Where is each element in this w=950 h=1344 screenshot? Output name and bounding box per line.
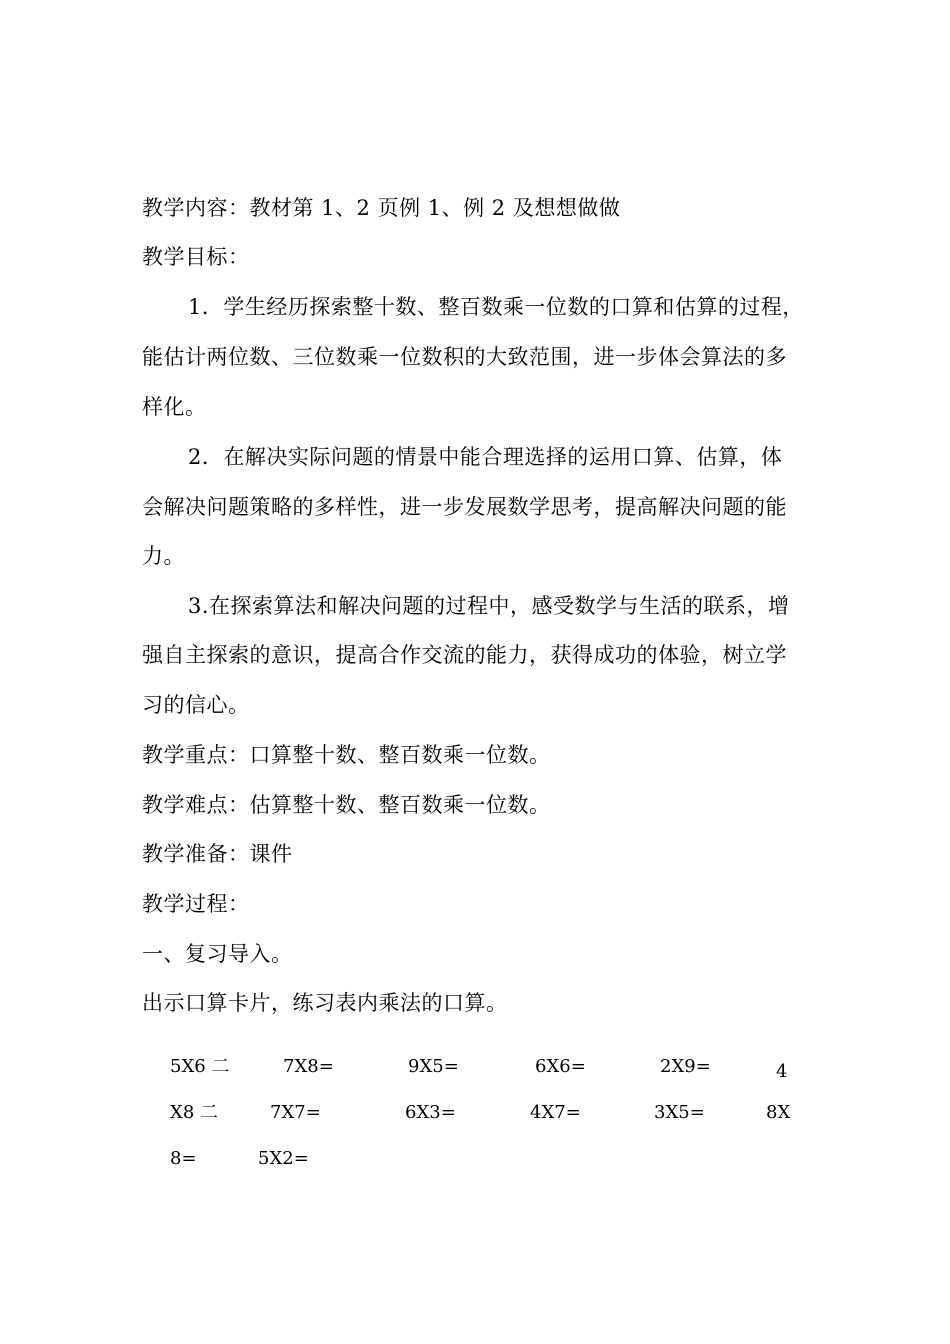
objective-2-line-3: 力。 (142, 544, 185, 568)
difficulty: 教学难点：估算整十数、整百数乘一位数。 (142, 793, 551, 817)
objective-2-line-2: 会解决问题策略的多样性，进一步发展数学思考，提高解决问题的能 (142, 495, 787, 519)
card-item: 2X9= (660, 1056, 711, 1077)
card-item: 8= (170, 1148, 197, 1169)
card-item: 5X2= (258, 1148, 309, 1169)
card-item: 4X7= (530, 1102, 581, 1123)
objectives-heading: 教学目标： (142, 245, 250, 269)
card-item: X8 二 (170, 1102, 218, 1123)
card-item: 7X7= (270, 1102, 321, 1123)
card-item: 5X6 二 (170, 1056, 230, 1077)
card-item: 9X5= (408, 1056, 459, 1077)
key-point: 教学重点：口算整十数、整百数乘一位数。 (142, 743, 551, 767)
objective-2-line-1: 2．在解决实际问题的情景中能合理选择的运用口算、估算，体 (188, 445, 783, 469)
card-item: 6X6= (535, 1056, 586, 1077)
objective-3-line-3: 习的信心。 (142, 693, 250, 717)
section-1-heading: 一、复习导入。 (142, 942, 293, 966)
objective-3-line-1: 3.在探索算法和解决问题的过程中，感受数学与生活的联系，增 (188, 594, 790, 618)
card-item: 7X8= (283, 1056, 334, 1077)
card-item: 4 (776, 1061, 788, 1082)
preparation: 教学准备：课件 (142, 842, 293, 866)
card-item: 3X5= (654, 1102, 705, 1123)
objective-1-line-2: 能估计两位数、三位数乘一位数积的大致范围，进一步体会算法的多 (142, 345, 787, 369)
activity-description: 出示口算卡片，练习表内乘法的口算。 (142, 991, 508, 1015)
card-item: 8X (766, 1102, 791, 1123)
objective-1-line-1: 1．学生经历探索整十数、整百数乘一位数的口算和估算的过程， (188, 295, 804, 319)
teaching-content: 教学内容：教材第 1、2 页例 1、例 2 及想想做做 (142, 196, 621, 220)
objective-3-line-2: 强自主探索的意识，提高合作交流的能力，获得成功的体验，树立学 (142, 643, 787, 667)
objective-1-line-3: 样化。 (142, 395, 207, 419)
process-heading: 教学过程： (142, 892, 250, 916)
card-item: 6X3= (405, 1102, 456, 1123)
